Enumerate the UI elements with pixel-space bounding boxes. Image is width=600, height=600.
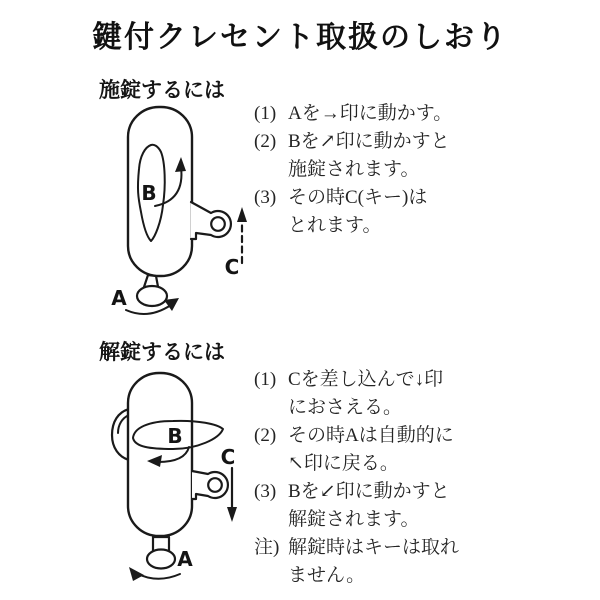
keyhole xyxy=(211,217,225,231)
step-line: とれます。 xyxy=(288,215,382,236)
unlock-step-1 xyxy=(254,366,459,422)
thumb-knob xyxy=(147,550,175,569)
lock-step-2 xyxy=(254,128,452,184)
unlock-section-heading: 解錠するには xyxy=(99,340,225,364)
key-insert-arrowhead xyxy=(227,507,237,522)
unlock-instructions xyxy=(254,366,459,590)
label-c: C xyxy=(220,445,236,469)
unlock-note xyxy=(254,534,459,590)
label-a: A xyxy=(177,547,193,571)
step-line: 施錠されます。 xyxy=(288,159,420,180)
lock-section-heading: 施錠するには xyxy=(99,78,225,102)
crescent-body xyxy=(128,373,192,536)
step-line: 解錠されます。 xyxy=(288,509,420,530)
step-line: ↖印に戻る。 xyxy=(288,453,399,474)
note-line: 解錠時はキーは取れ xyxy=(288,537,460,558)
step-marker: (1) xyxy=(254,369,277,390)
step-line: その時Aは自動的に xyxy=(288,425,454,446)
lock-instructions xyxy=(254,100,452,240)
step-line: Aを→印に動かす。 xyxy=(288,103,453,124)
step-line: Bを↗印に動かすと xyxy=(288,131,450,152)
knob-rotate-arrowhead xyxy=(129,567,144,581)
step-line: におさえる。 xyxy=(288,397,403,418)
thumb-knob xyxy=(137,286,167,306)
unlock-step-3 xyxy=(254,478,459,534)
step-marker: (3) xyxy=(254,481,277,502)
step-marker: (2) xyxy=(254,131,277,152)
unlock-step-2 xyxy=(254,422,459,478)
note-marker: 注) xyxy=(254,537,280,558)
step-line: Cを差し込んで↓印 xyxy=(288,369,444,390)
page-title: 鍵付クレセント取扱のしおり xyxy=(92,20,508,55)
label-b: B xyxy=(167,424,183,448)
step-marker: (3) xyxy=(254,187,277,208)
label-b: B xyxy=(141,181,157,205)
step-line: Bを↙印に動かすと xyxy=(288,481,450,502)
step-line: その時C(キー)は xyxy=(288,187,428,208)
step-marker: (1) xyxy=(254,103,277,124)
keyhole xyxy=(208,478,222,492)
lock-diagram xyxy=(85,93,255,333)
label-c: C xyxy=(224,255,240,279)
lock-step-3 xyxy=(254,184,452,240)
step-marker: (2) xyxy=(254,425,277,446)
note-line: ません。 xyxy=(288,565,366,586)
knob-rotate-arrow xyxy=(136,573,180,579)
unlock-diagram xyxy=(85,358,255,600)
key-remove-arrowhead xyxy=(237,207,247,222)
label-a: A xyxy=(111,286,127,310)
lock-step-1 xyxy=(254,100,452,128)
knob-rotate-arrowhead xyxy=(164,298,179,311)
